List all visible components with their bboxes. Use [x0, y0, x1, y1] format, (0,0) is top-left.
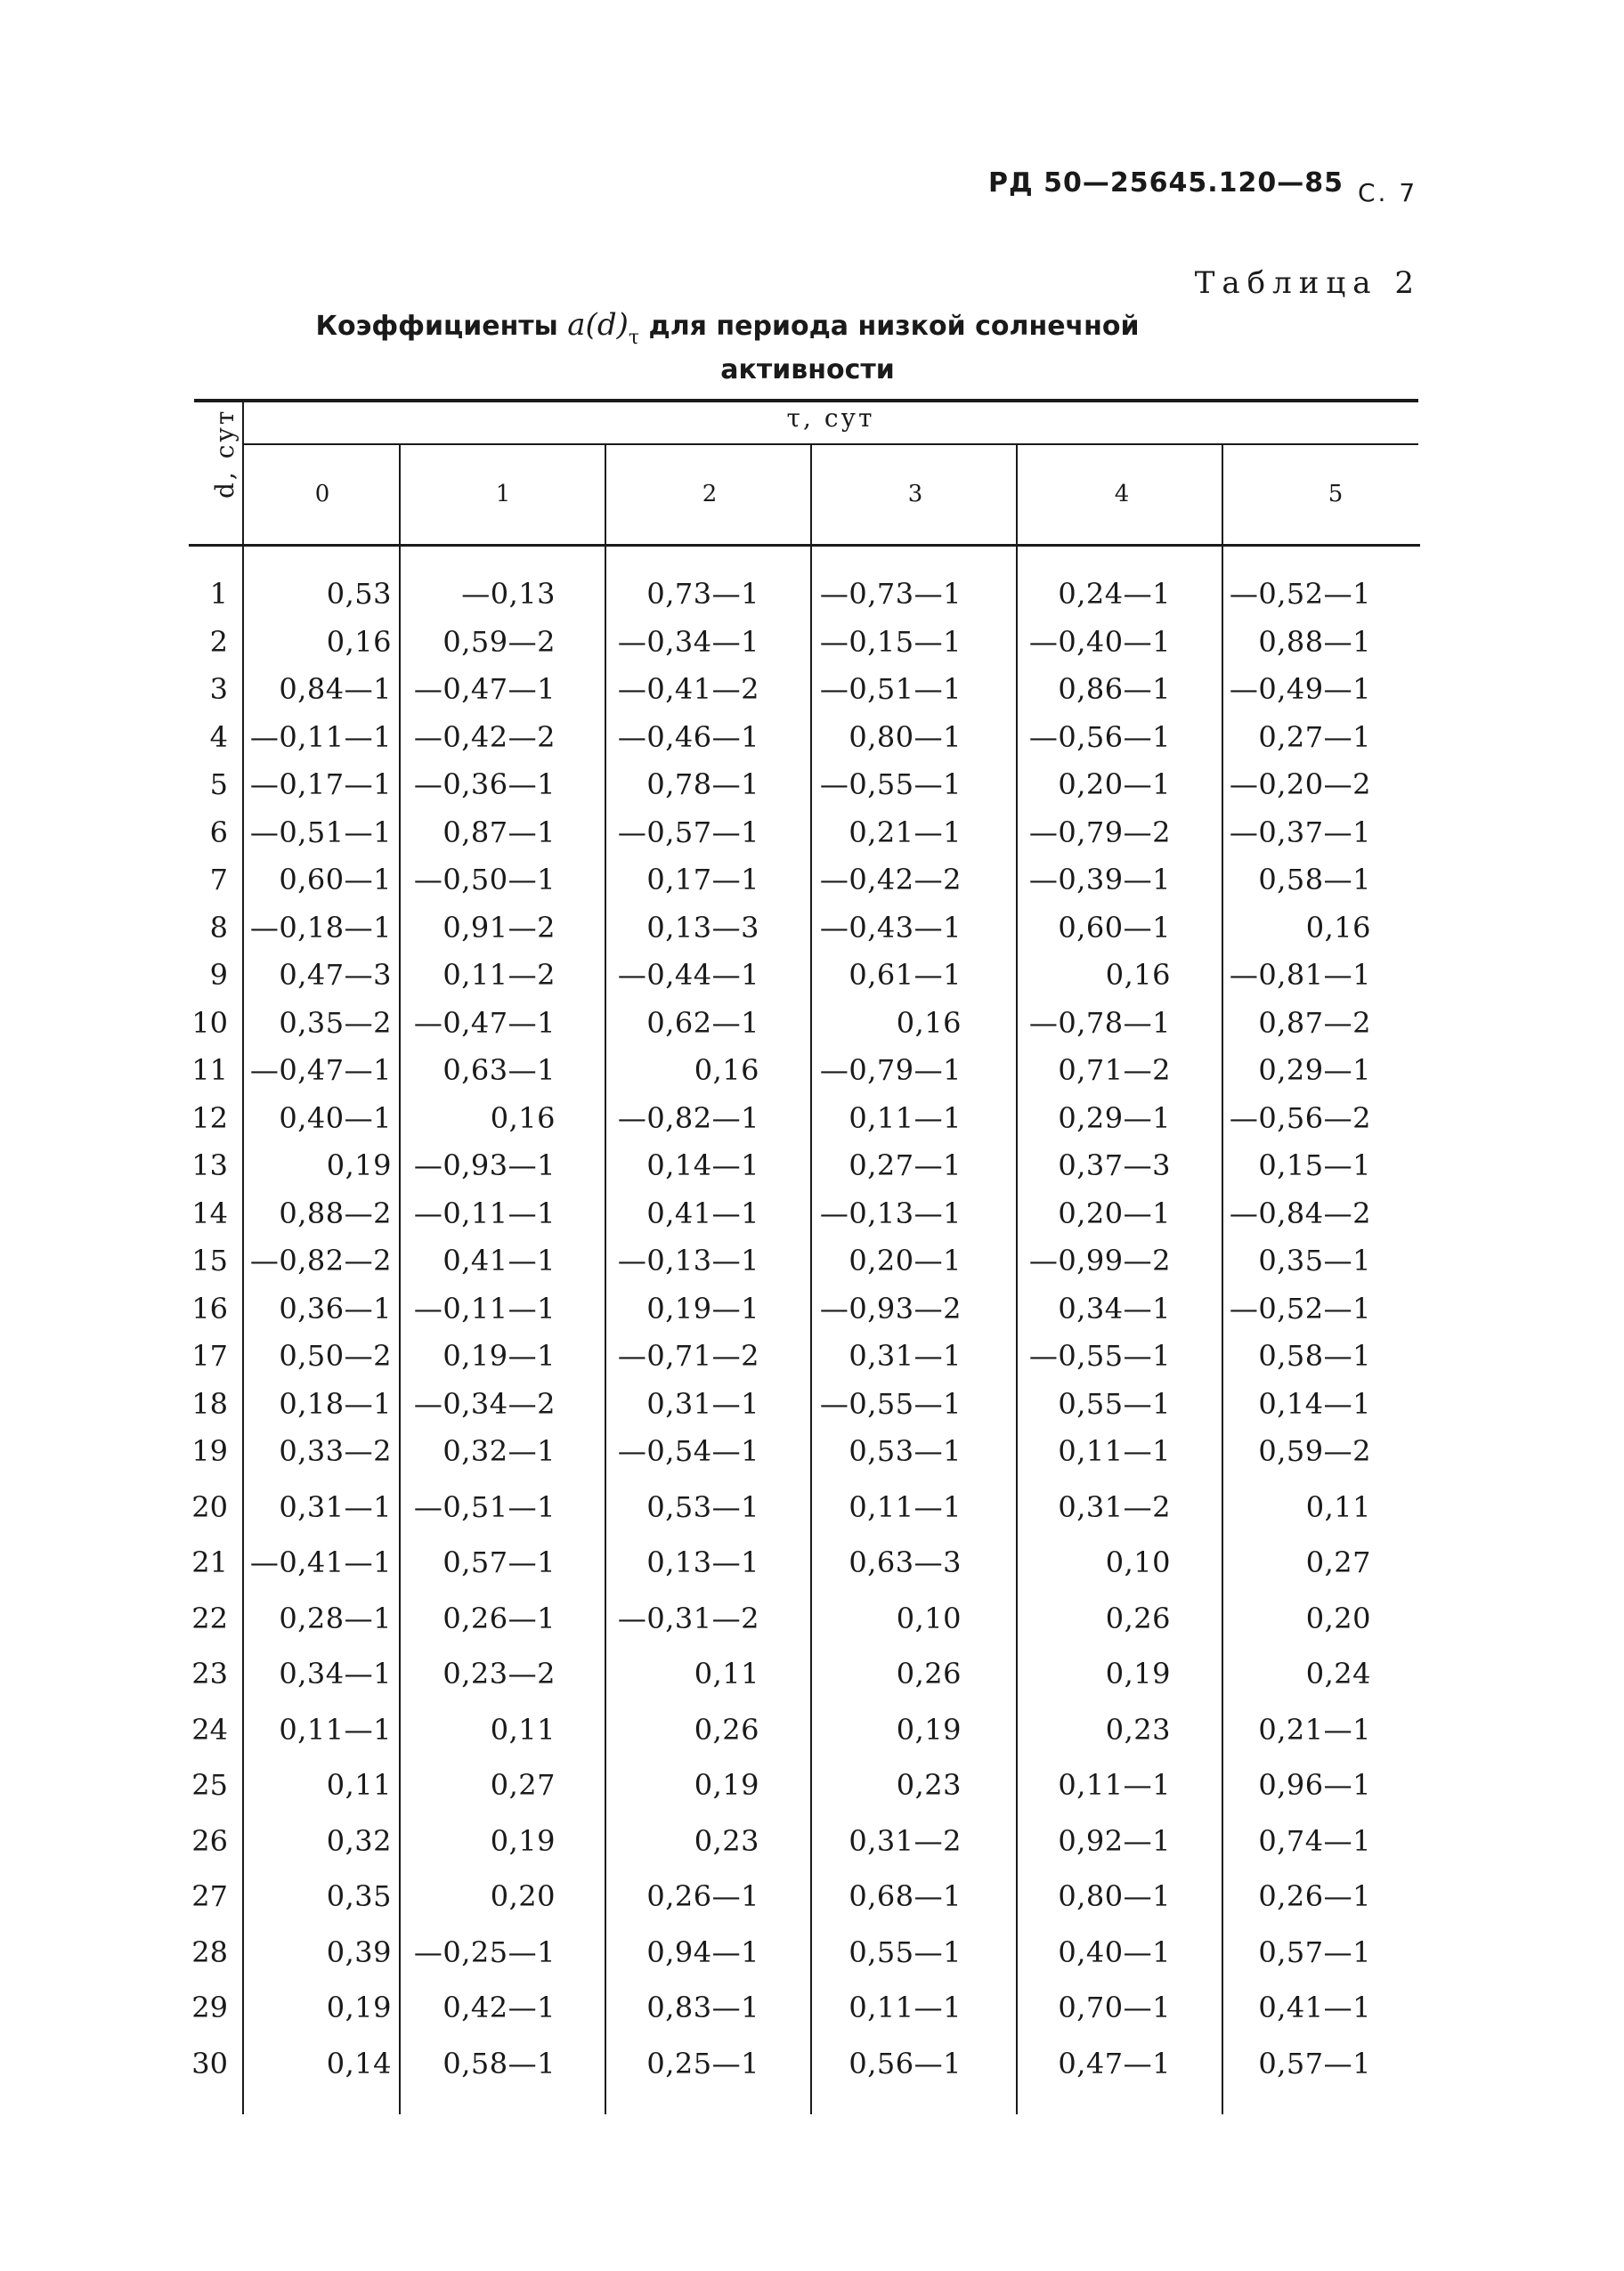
row-label-d: 23: [191, 1657, 228, 1691]
table-cell: 0,23: [896, 1768, 962, 1802]
table-cell: 0,41—1: [443, 1244, 556, 1277]
table-cell: 0,14—1: [1258, 1386, 1371, 1421]
table-cell: —0,78—1: [1028, 1005, 1171, 1040]
table-cell: 0,80—1: [1058, 1879, 1171, 1913]
table-cell: 0,31—2: [1058, 1489, 1171, 1524]
caption-symbol: a(d): [567, 307, 629, 343]
table-cell: 0,16: [1105, 958, 1171, 992]
table-cell: 0,21—1: [1258, 1712, 1371, 1747]
table-cell: 0,87—2: [1258, 1005, 1371, 1040]
table-cell: 0,27: [1305, 1545, 1371, 1579]
row-label-d: 12: [191, 1100, 228, 1135]
table-cell: —0,13—1: [819, 1196, 962, 1230]
table-cell: 0,35: [326, 1879, 392, 1913]
table-cell: —0,39—1: [1028, 863, 1171, 896]
table-cell: —0,46—1: [617, 719, 759, 754]
table-column-divider: [399, 445, 401, 2114]
table-cell: 0,11—1: [1058, 1434, 1171, 1468]
table-cell: 0,20—1: [1058, 767, 1171, 801]
table-cell: —0,15—1: [819, 624, 962, 659]
table-cell: 0,19—1: [443, 1339, 556, 1373]
table-cell: 0,41—1: [1258, 1991, 1371, 2024]
table-cell: 0,16: [896, 1005, 962, 1040]
table-cell: —0,42—2: [413, 719, 556, 754]
table-cell: 0,58—1: [443, 2046, 556, 2080]
table-cell: 0,26: [1105, 1601, 1171, 1635]
table-cell: 0,18—1: [279, 1386, 392, 1421]
table-cell: —0,81—1: [1229, 958, 1371, 992]
table-cell: 0,83—1: [646, 1991, 759, 2024]
row-label-d: 30: [191, 2046, 228, 2080]
table-cell: —0,54—1: [617, 1434, 759, 1468]
table-cell: 0,68—1: [849, 1879, 962, 1913]
table-cell: 0,55—1: [849, 1934, 962, 1969]
table-cell: 0,37—3: [1058, 1148, 1171, 1182]
table-cell: 0,39: [326, 1934, 392, 1969]
table-column-divider: [605, 445, 606, 2114]
table-cell: 0,58—1: [1258, 1339, 1371, 1373]
table-cell: 0,17—1: [646, 863, 759, 896]
table-cell: 0,19: [490, 1823, 556, 1858]
row-label-d: 21: [191, 1545, 228, 1579]
table-cell: 0,74—1: [1258, 1823, 1371, 1858]
table-cell: 0,31—2: [849, 1823, 962, 1858]
row-label-d: 1: [209, 577, 228, 611]
table-cell: —0,18—1: [249, 910, 392, 945]
table-cell: —0,31—2: [617, 1601, 759, 1635]
table-cell: 0,92—1: [1058, 1823, 1171, 1858]
table-cell: 0,29—1: [1058, 1100, 1171, 1135]
table-cell: —0,42—2: [819, 863, 962, 896]
table-cell: 0,11—1: [849, 1489, 962, 1524]
table-cell: —0,51—1: [819, 672, 962, 706]
table-cell: 0,19: [694, 1768, 759, 1802]
column-header-tau-3: 3: [907, 481, 923, 507]
table-cell: —0,73—1: [819, 577, 962, 611]
table-cell: 0,41—1: [646, 1196, 759, 1230]
table-cell: —0,11—1: [249, 719, 392, 754]
table-cell: 0,57—1: [1258, 1934, 1371, 1969]
table-cell: —0,51—1: [413, 1489, 556, 1524]
column-header-tau-1: 1: [495, 481, 511, 507]
table-cell: —0,50—1: [413, 863, 556, 896]
row-label-d: 20: [191, 1489, 228, 1524]
row-label-d: 2: [209, 624, 228, 659]
table-cell: 0,10: [1105, 1545, 1171, 1579]
table-cell: 0,31—1: [279, 1489, 392, 1524]
table-cell: 0,11: [490, 1712, 556, 1747]
document-header-number: РД 50—25645.120—85: [988, 167, 1344, 199]
table-cell: 0,16: [1305, 910, 1371, 945]
table-cell: 0,21—1: [849, 815, 962, 849]
table-label: Таблица 2: [1194, 265, 1421, 301]
table-cell: 0,11: [1305, 1489, 1371, 1524]
row-label-d: 19: [191, 1434, 228, 1468]
table-cell: 0,24: [1305, 1657, 1371, 1691]
table-cell: 0,57—1: [443, 1545, 556, 1579]
table-cell: —0,55—1: [1028, 1339, 1171, 1373]
table-cell: —0,17—1: [249, 767, 392, 801]
table-cell: 0,80—1: [849, 719, 962, 754]
row-label-d: 11: [191, 1053, 228, 1087]
table-cell: —0,55—1: [819, 1386, 962, 1421]
table-cell: 0,70—1: [1058, 1991, 1171, 2024]
table-cell: 0,59—2: [1258, 1434, 1371, 1468]
table-header-rule: [189, 544, 1420, 547]
table-cell: 0,11—1: [1058, 1768, 1171, 1802]
tau-column-header: τ, сут: [786, 403, 875, 433]
row-label-d: 5: [209, 767, 228, 801]
row-label-d: 22: [191, 1601, 228, 1635]
table-cell: 0,25—1: [646, 2046, 759, 2080]
table-column-divider: [242, 402, 244, 2114]
table-cell: 0,86—1: [1058, 672, 1171, 706]
table-cell: 0,32—1: [443, 1434, 556, 1468]
table-cell: 0,88—1: [1258, 624, 1371, 659]
table-cell: —0,34—1: [617, 624, 759, 659]
table-cell: 0,23: [1105, 1712, 1171, 1747]
table-cell: 0,29—1: [1258, 1053, 1371, 1087]
table-cell: 0,58—1: [1258, 863, 1371, 896]
column-header-tau-4: 4: [1114, 481, 1130, 507]
table-cell: —0,37—1: [1229, 815, 1371, 849]
table-cell: 0,26—1: [1258, 1879, 1371, 1913]
table-cell: 0,26—1: [443, 1601, 556, 1635]
column-header-tau-2: 2: [702, 481, 718, 507]
table-cell: —0,47—1: [413, 672, 556, 706]
table-cell: —0,82—2: [249, 1244, 392, 1277]
caption-prefix: Коэффициенты: [315, 311, 558, 342]
table-cell: —0,84—2: [1229, 1196, 1371, 1230]
row-label-d: 3: [209, 672, 228, 706]
row-label-d: 27: [191, 1879, 228, 1913]
table-cell: 0,13—3: [646, 910, 759, 945]
table-cell: —0,47—1: [249, 1053, 392, 1087]
table-caption-line-1: [0, 304, 1624, 350]
table-cell: —0,93—2: [819, 1291, 962, 1326]
table-cell: 0,19: [326, 1148, 392, 1182]
caption-suffix: для периода низкой солнечной: [648, 311, 1140, 342]
table-top-rule: [194, 399, 1418, 402]
row-label-d: 13: [191, 1148, 228, 1182]
row-label-d: 16: [191, 1291, 228, 1326]
row-label-d: 26: [191, 1823, 228, 1858]
table-cell: 0,24—1: [1058, 577, 1171, 611]
row-label-d: 25: [191, 1768, 228, 1802]
table-cell: 0,11—1: [279, 1712, 392, 1747]
row-label-d: 28: [191, 1934, 228, 1969]
table-cell: 0,23—2: [443, 1657, 556, 1691]
table-cell: 0,91—2: [443, 910, 556, 945]
table-cell: 0,42—1: [443, 1991, 556, 2024]
table-caption-line-2: активности: [720, 354, 895, 385]
table-cell: 0,14—1: [646, 1148, 759, 1182]
column-header-tau-0: 0: [314, 481, 330, 507]
table-cell: 0,87—1: [443, 815, 556, 849]
table-cell: 0,40—1: [279, 1100, 392, 1135]
table-cell: 0,27—1: [1258, 719, 1371, 754]
table-cell: 0,19—1: [646, 1291, 759, 1326]
table-cell: 0,19: [896, 1712, 962, 1747]
table-cell: —0,11—1: [413, 1291, 556, 1326]
table-cell: 0,84—1: [279, 672, 392, 706]
table-cell: 0,71—2: [1058, 1053, 1171, 1087]
table-cell: 0,26—1: [646, 1879, 759, 1913]
table-cell: —0,79—1: [819, 1053, 962, 1087]
table-cell: 0,57—1: [1258, 2046, 1371, 2080]
table-cell: 0,40—1: [1058, 1934, 1171, 1969]
table-cell: 0,20: [490, 1879, 556, 1913]
table-column-divider: [810, 445, 812, 2114]
table-cell: —0,43—1: [819, 910, 962, 945]
table-cell: 0,26: [694, 1712, 759, 1747]
table-cell: 0,27: [490, 1768, 556, 1802]
column-header-tau-5: 5: [1328, 481, 1344, 507]
table-column-divider: [1222, 445, 1223, 2114]
table-cell: 0,31—1: [646, 1386, 759, 1421]
row-label-d: 10: [191, 1005, 228, 1040]
table-cell: —0,49—1: [1229, 672, 1371, 706]
table-cell: 0,47—3: [279, 958, 392, 992]
table-cell: 0,11: [326, 1768, 392, 1802]
table-cell: 0,11—2: [443, 958, 556, 992]
table-cell: 0,63—3: [849, 1545, 962, 1579]
table-cell: —0,55—1: [819, 767, 962, 801]
table-cell: 0,88—2: [279, 1196, 392, 1230]
table-cell: 0,94—1: [646, 1934, 759, 1969]
table-cell: 0,20: [1305, 1601, 1371, 1635]
table-cell: 0,33—2: [279, 1434, 392, 1468]
row-label-d: 24: [191, 1712, 228, 1747]
table-cell: —0,99—2: [1028, 1244, 1171, 1277]
table-cell: —0,56—1: [1028, 719, 1171, 754]
table-cell: —0,82—1: [617, 1100, 759, 1135]
table-cell: 0,63—1: [443, 1053, 556, 1087]
table-cell: 0,53: [326, 577, 392, 611]
table-cell: 0,55—1: [1058, 1386, 1171, 1421]
table-tau-rule: [243, 443, 1418, 445]
row-label-d: 4: [209, 719, 228, 754]
table-cell: 0,16: [694, 1053, 759, 1087]
table-cell: —0,41—2: [617, 672, 759, 706]
table-cell: —0,36—1: [413, 767, 556, 801]
table-cell: —0,56—2: [1229, 1100, 1371, 1135]
table-cell: 0,73—1: [646, 577, 759, 611]
table-caption: [0, 304, 1624, 391]
table-cell: —0,25—1: [413, 1934, 556, 1969]
table-cell: 0,34—1: [1058, 1291, 1171, 1326]
table-cell: 0,11—1: [849, 1991, 962, 2024]
table-cell: —0,11—1: [413, 1196, 556, 1230]
table-cell: —0,51—1: [249, 815, 392, 849]
table-cell: 0,56—1: [849, 2046, 962, 2080]
table-cell: 0,19: [1105, 1657, 1171, 1691]
table-cell: —0,20—2: [1229, 767, 1371, 801]
row-label-d: 18: [191, 1386, 228, 1421]
table-cell: 0,16: [326, 624, 392, 659]
table-cell: 0,60—1: [279, 863, 392, 896]
table-cell: —0,79—2: [1028, 815, 1171, 849]
table-cell: —0,13—1: [617, 1244, 759, 1277]
table-cell: —0,52—1: [1229, 577, 1371, 611]
row-label-d: 8: [209, 910, 228, 945]
table-cell: 0,19: [326, 1991, 392, 2024]
table-cell: 0,20—1: [1058, 1196, 1171, 1230]
row-label-d: 17: [191, 1339, 228, 1373]
table-cell: —0,40—1: [1028, 624, 1171, 659]
table-cell: 0,32: [326, 1823, 392, 1858]
table-cell: 0,96—1: [1258, 1768, 1371, 1802]
table-cell: 0,11: [694, 1657, 759, 1691]
table-cell: 0,35—2: [279, 1005, 392, 1040]
row-label-d: 15: [191, 1244, 228, 1277]
table-cell: —0,13: [461, 577, 556, 611]
table-cell: 0,23: [694, 1823, 759, 1858]
row-label-d: 14: [191, 1196, 228, 1230]
table-cell: —0,71—2: [617, 1339, 759, 1373]
row-label-d: 6: [209, 815, 228, 849]
table-cell: —0,44—1: [617, 958, 759, 992]
d-row-header: d, сут: [210, 408, 240, 499]
table-cell: 0,61—1: [849, 958, 962, 992]
table-cell: —0,47—1: [413, 1005, 556, 1040]
table-cell: 0,35—1: [1258, 1244, 1371, 1277]
table-cell: 0,62—1: [646, 1005, 759, 1040]
table-cell: 0,47—1: [1058, 2046, 1171, 2080]
table-cell: 0,60—1: [1058, 910, 1171, 945]
table-cell: 0,11—1: [849, 1100, 962, 1135]
table-cell: 0,59—2: [443, 624, 556, 659]
table-cell: 0,10: [896, 1601, 962, 1635]
table-cell: 0,27—1: [849, 1148, 962, 1182]
table-cell: 0,16: [490, 1100, 556, 1135]
table-cell: 0,15—1: [1258, 1148, 1371, 1182]
row-label-d: 9: [209, 958, 228, 992]
table-cell: 0,26: [896, 1657, 962, 1691]
row-label-d: 29: [191, 1991, 228, 2024]
table-cell: —0,41—1: [249, 1545, 392, 1579]
table-cell: —0,93—1: [413, 1148, 556, 1182]
table-cell: —0,34—2: [413, 1386, 556, 1421]
caption-subscript: τ: [628, 327, 640, 349]
table-cell: 0,13—1: [646, 1545, 759, 1579]
table-cell: 0,28—1: [279, 1601, 392, 1635]
page-number: С. 7: [1358, 178, 1418, 207]
table-cell: 0,34—1: [279, 1657, 392, 1691]
table-cell: —0,57—1: [617, 815, 759, 849]
table-column-divider: [1016, 445, 1018, 2114]
table-cell: 0,50—2: [279, 1339, 392, 1373]
table-cell: 0,78—1: [646, 767, 759, 801]
table-cell: 0,31—1: [849, 1339, 962, 1373]
table-cell: 0,53—1: [646, 1489, 759, 1524]
row-label-d: 7: [209, 863, 228, 896]
table-cell: 0,53—1: [849, 1434, 962, 1468]
table-cell: 0,14: [326, 2046, 392, 2080]
table-cell: 0,20—1: [849, 1244, 962, 1277]
table-cell: —0,52—1: [1229, 1291, 1371, 1326]
table-cell: 0,36—1: [279, 1291, 392, 1326]
